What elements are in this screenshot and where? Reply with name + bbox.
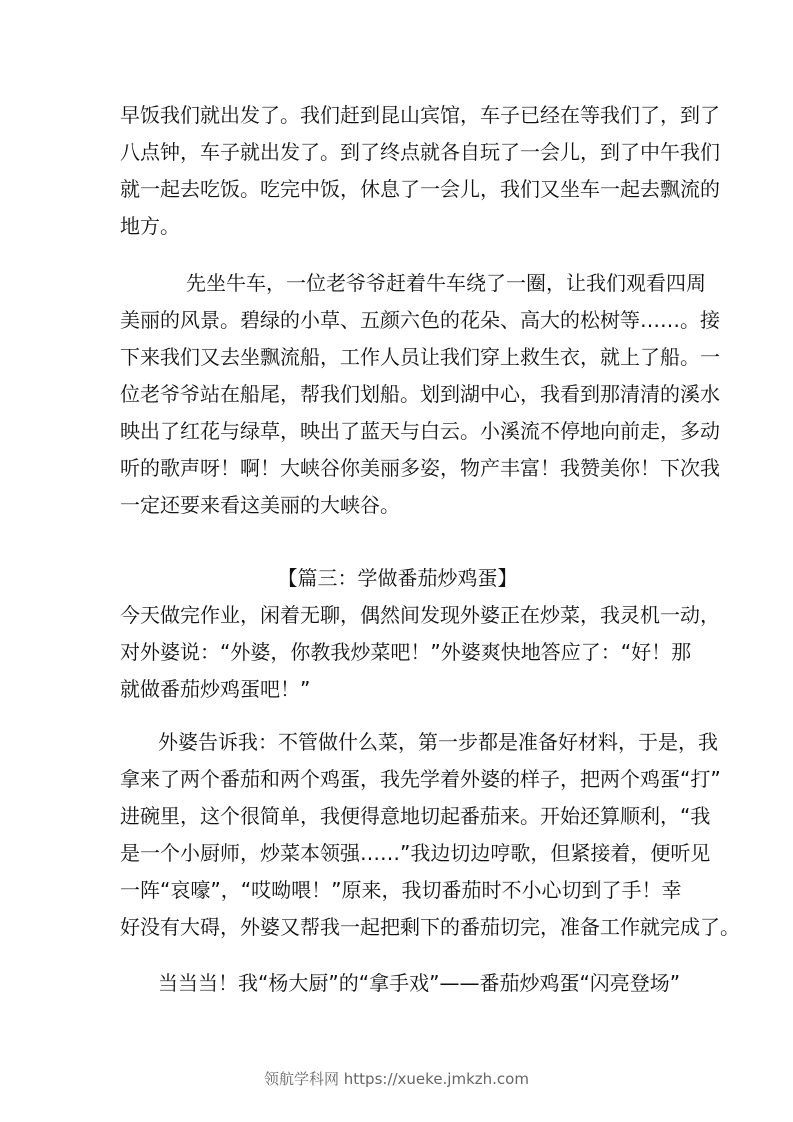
text-line: 映出了红花与绿草，映出了蓝天与白云。小溪流不停地向前走，多动	[120, 419, 720, 443]
text-line: 位老爷爷站在船尾，帮我们划船。划到湖中心，我看到那清清的溪水	[120, 382, 720, 406]
text-line: 美丽的风景。碧绿的小草、五颜六色的花朵、高大的松树等……。接	[120, 308, 720, 332]
text-line: 就做番茄炒鸡蛋吧！”	[120, 677, 311, 701]
text-line: 外婆告诉我：不管做什么菜，第一步都是准备好材料，于是，我	[158, 730, 718, 754]
text-line: 好没有大碍，外婆又帮我一起把剩下的番茄切完，准备工作就完成了。	[120, 915, 740, 939]
text-line: 进碗里，这个很简单，我便得意地切起番茄来。开始还算顺利，“我	[120, 804, 711, 828]
footer-watermark: 领航学科网 https://xueke.jmkzh.com	[264, 1070, 529, 1088]
text-line: 早饭我们就出发了。我们赶到昆山宾馆，车子已经在等我们了，到了	[120, 103, 720, 127]
text-line: 先坐牛车，一位老爷爷赶着牛车绕了一圈，让我们观看四周	[186, 271, 706, 295]
text-line: 是一个小厨师，炒菜本领强……”我边切边哼歌，但紧接着，便听见	[120, 841, 711, 865]
text-line: 当当当！我“杨大厨”的“拿手戏”——番茄炒鸡蛋“闪亮登场”	[158, 971, 681, 995]
text-line: 八点钟，车子就出发了。到了终点就各自玩了一会儿，到了中午我们	[120, 140, 720, 164]
text-line: 就一起去吃饭。吃完中饭，休息了一会儿，我们又坐车一起去飘流的	[120, 177, 720, 201]
text-line: 听的歌声呀！啊！大峡谷你美丽多姿，物产丰富！我赞美你！下次我	[120, 456, 720, 480]
text-line: 下来我们又去坐飘流船，工作人员让我们穿上救生衣，就上了船。一	[120, 345, 720, 369]
text-line: 拿来了两个番茄和两个鸡蛋，我先学着外婆的样子，把两个鸡蛋“打”	[120, 767, 721, 791]
text-line: 一定还要来看这美丽的大峡谷。	[120, 493, 400, 517]
text-line: 对外婆说：“外婆，你教我炒菜吧！”外婆爽快地答应了：“好！那	[120, 640, 692, 664]
section-title: 【篇三：学做番茄炒鸡蛋】	[277, 566, 518, 590]
text-line: 一阵“哀嚎”，“哎呦喂！”原来，我切番茄时不小心切到了手！幸	[120, 878, 682, 902]
text-line: 地方。	[120, 214, 180, 238]
text-line: 今天做完作业，闲着无聊，偶然间发现外婆正在炒菜，我灵机一动，	[120, 603, 720, 627]
